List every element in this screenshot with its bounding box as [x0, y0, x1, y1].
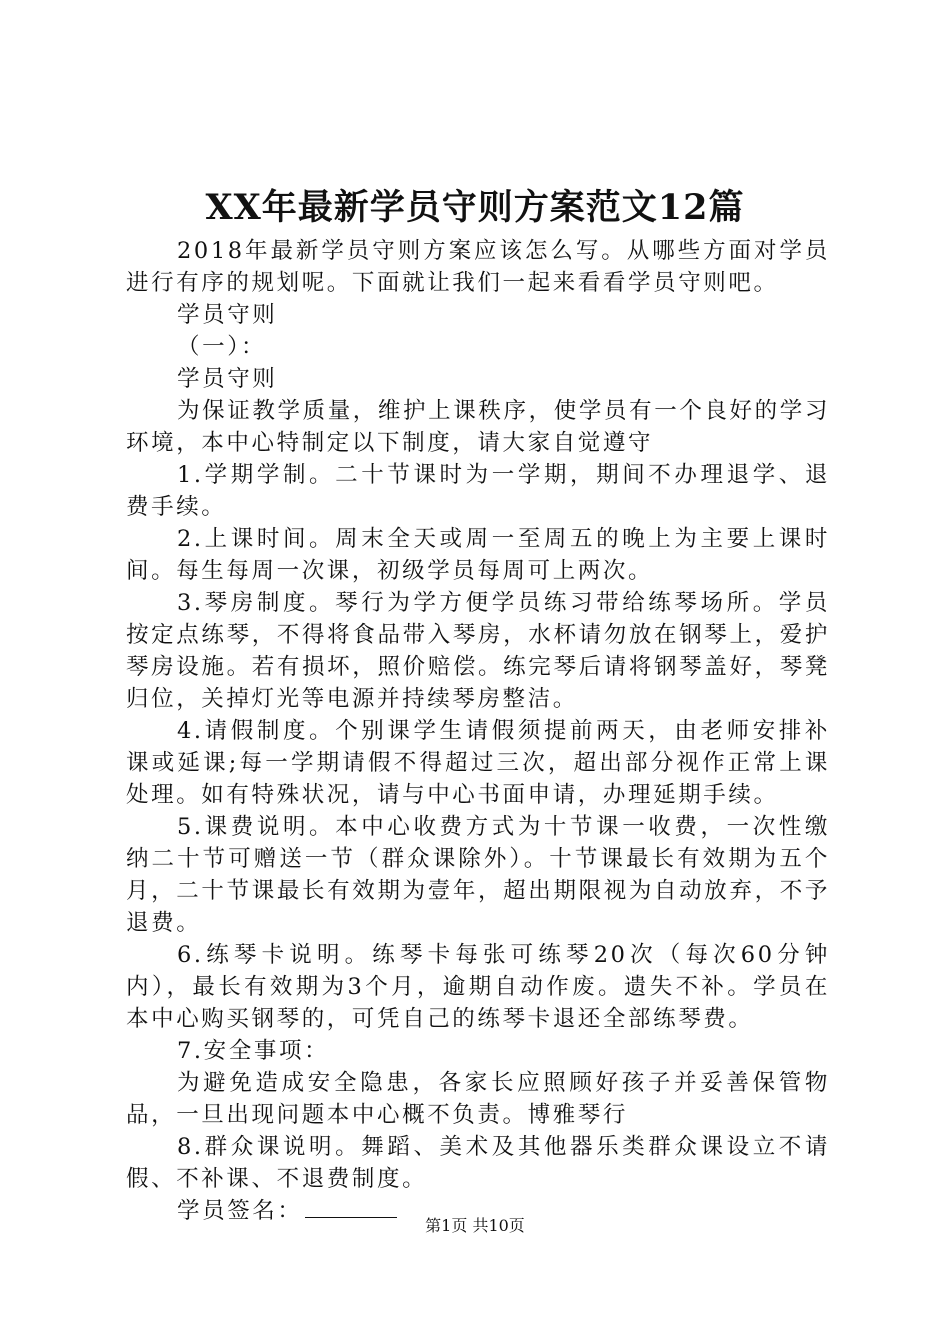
- page-footer: 第1页 共10页: [425, 1216, 525, 1235]
- rule-item: 2.上课时间。周末全天或周一至周五的晚上为主要上课时间。每生每周一次课，初级学员每周可上两次。: [126, 526, 830, 584]
- rules-heading: 学员守则: [177, 366, 278, 392]
- section-heading: 学员守则: [177, 302, 278, 328]
- intro-paragraph: 2018年最新学员守则方案应该怎么写。从哪些方面对学员进行有序的规划呢。下面就让我们一起来看看学员守则吧。: [126, 238, 830, 296]
- signature-label: 学员签名：: [177, 1198, 303, 1224]
- rule-item: 1.学期学制。二十节课时为一学期，期间不办理退学、退费手续。: [126, 462, 830, 520]
- rule-item: 4.请假制度。个别课学生请假须提前两天，由老师安排补课或延课;每一学期请假不得超过三次，超出部分视作正常上课处理。如有特殊状况，请与中心书面申请，办理延期手续。: [126, 718, 830, 808]
- rule-item: 8.群众课说明。舞蹈、美术及其他器乐类群众课设立不请假、不补课、不退费制度。: [126, 1134, 830, 1192]
- document-body: [126, 235, 830, 1227]
- rule-item-detail: 为避免造成安全隐患，各家长应照顾好孩子并妥善保管物品，一旦出现问题本中心概不负责。博雅琴行: [126, 1070, 830, 1128]
- rule-item: 3.琴房制度。琴行为学方便学员练习带给练琴场所。学员按定点练琴，不得将食品带入琴房，水杯请勿放在钢琴上，爱护琴房设施。若有损坏，照价赔偿。练完琴后请将钢琴盖好，琴凳归位，关掉灯光等电源并持续琴房整洁。: [126, 590, 830, 712]
- rule-item: 5.课费说明。本中心收费方式为十节课一收费，一次性缴纳二十节可赠送一节（群众课除外）。十节课最长有效期为五个月，二十节课最长有效期为壹年，超出期限视为自动放弃，不予退费。: [126, 814, 830, 936]
- rule-item: 7.安全事项：: [177, 1038, 330, 1064]
- section-number: （一）：: [177, 334, 267, 360]
- rules-preamble: 为保证教学质量，维护上课秩序，使学员有一个良好的学习环境，本中心特制定以下制度，请大家自觉遵守: [126, 398, 830, 456]
- document-title: XX年最新学员守则方案范文12篇: [205, 187, 745, 228]
- rule-item: 6.练琴卡说明。练琴卡每张可练琴20次（每次60分钟内），最长有效期为3个月，逾期自动作废。遗失不补。学员在本中心购买钢琴的，可凭自己的练琴卡退还全部练琴费。: [126, 942, 830, 1032]
